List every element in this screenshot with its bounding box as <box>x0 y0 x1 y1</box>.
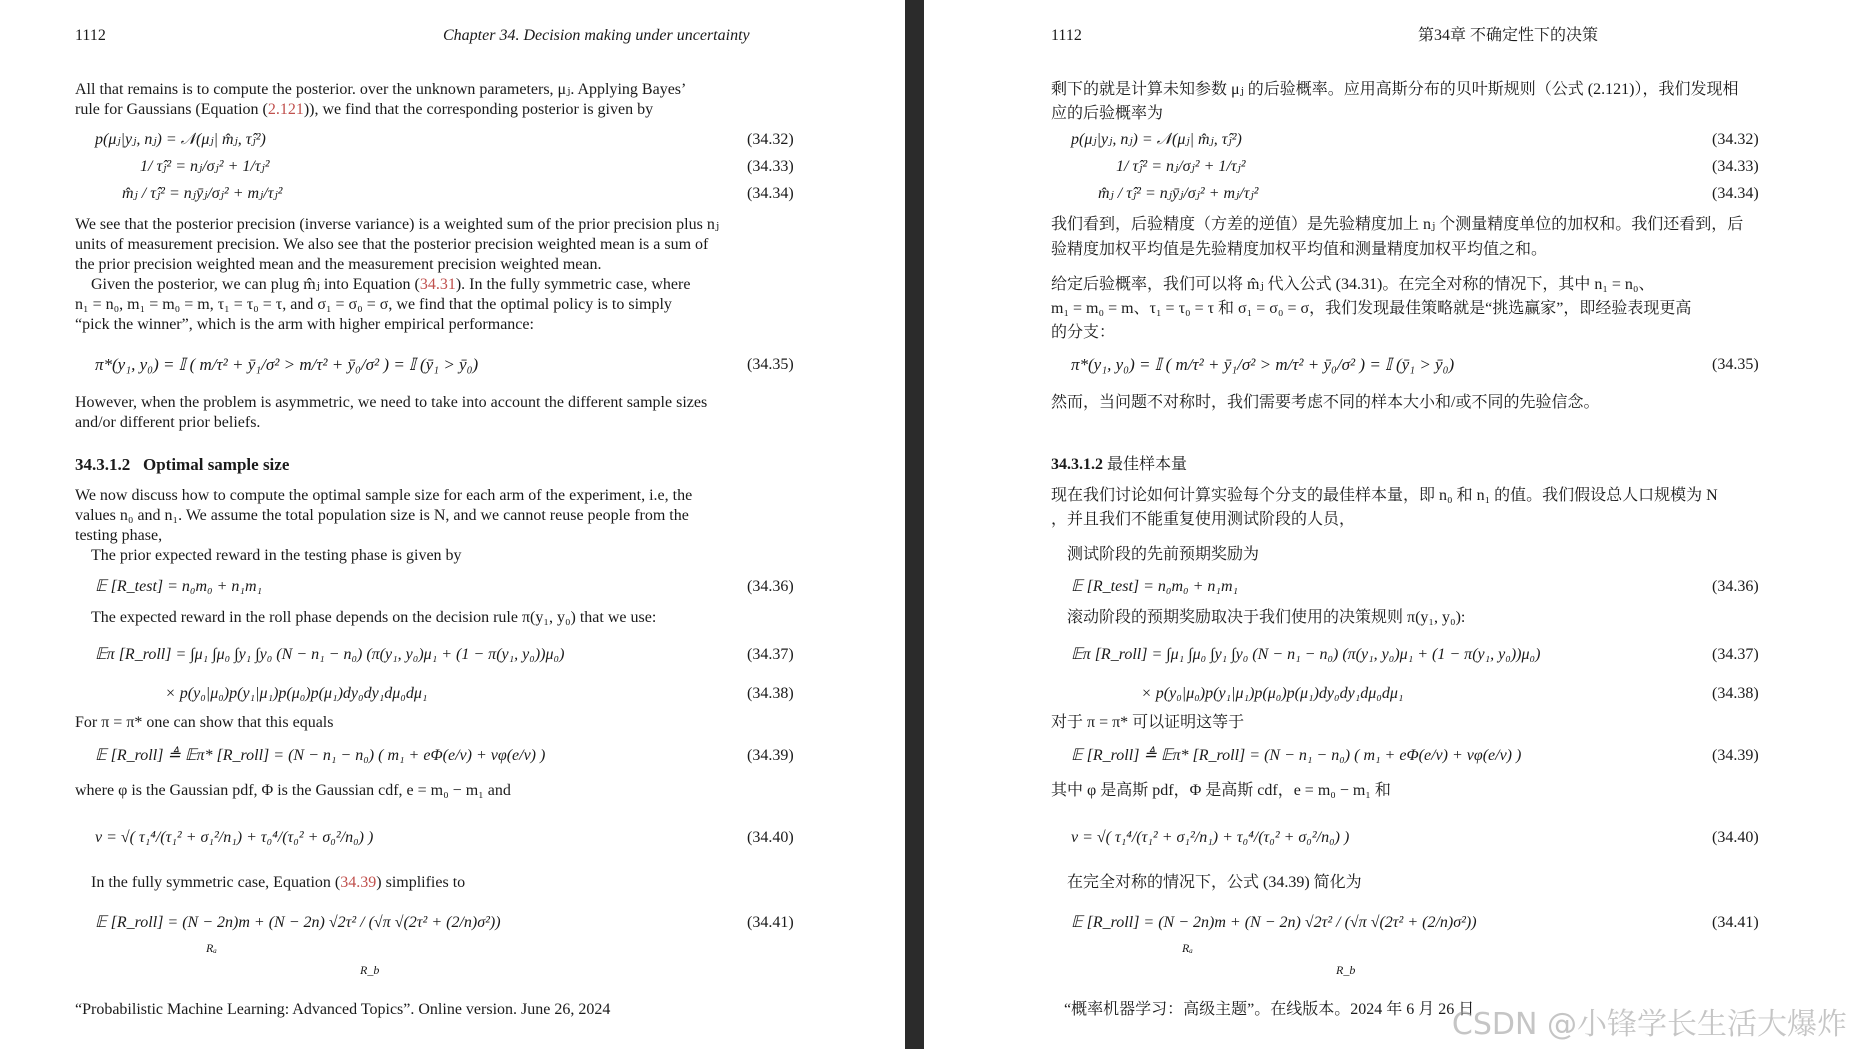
equation-number: (34.33) <box>1712 158 1759 175</box>
equation: m̂ⱼ / τ̂ⱼ² = nⱼȳⱼ/σⱼ² + mⱼ/τⱼ² <box>122 185 283 202</box>
section-number: 34.3.1.2 <box>1051 456 1103 473</box>
equation-number: (34.41) <box>1712 914 1759 931</box>
citation-link[interactable]: 34.39 <box>340 874 377 891</box>
equation: 1/ τ̂ⱼ² = nⱼ/σⱼ² + 1/τⱼ² <box>1116 158 1246 175</box>
paragraph-line: 应的后验概率为 <box>1051 105 1164 122</box>
equation-number: (34.32) <box>747 131 794 148</box>
running-header: Chapter 34. Decision making under uncertainty <box>443 27 750 44</box>
equation: π*(y₁, y₀) = 𝕀 ( m/τ² + ȳ₁/σ² > m/τ² + ȳ₀/σ² ) = 𝕀 (ȳ₁ > ȳ₀) <box>1071 355 1455 374</box>
section-title: 最佳样本量 <box>1107 456 1188 473</box>
paragraph-line: 对于 π = π* 可以证明这等于 <box>1051 714 1245 731</box>
paragraph-line <box>91 275 690 295</box>
underbrace-label: R_b <box>360 963 380 977</box>
equation-number: (34.34) <box>1712 185 1759 202</box>
equation-number: (34.37) <box>1712 646 1759 663</box>
text-span: ). In the fully symmetric case, where <box>455 276 691 293</box>
section-heading <box>75 455 289 475</box>
paragraph-line: The expected reward in the roll phase depends on the decision rule π(y₁, y₀) that we use: <box>91 609 657 626</box>
equation: 𝔼 [R_roll] ≜ 𝔼π* [R_roll] = (N − n₁ − n₀) ( m₁ + eΦ(e/v) + vφ(e/v) ) <box>95 747 546 764</box>
paragraph-line: values n₀ and n₁. We assume the total population size is N, and we cannot reuse people from the <box>75 507 689 524</box>
equation-number: (34.41) <box>747 914 794 931</box>
equation-number: (34.40) <box>747 829 794 846</box>
paragraph-line <box>75 100 653 120</box>
chinese-page <box>924 0 1853 1049</box>
paragraph-line: testing phase, <box>75 527 163 544</box>
paragraph-line <box>91 873 465 893</box>
page-footer: “Probabilistic Machine Learning: Advanced Topics”. Online version. June 26, 2024 <box>75 1001 611 1018</box>
paragraph-line: 在完全对称的情况下，公式 (34.39) 简化为 <box>1067 874 1362 891</box>
equation-number: (34.35) <box>1712 356 1759 373</box>
paragraph-line: 其中 φ 是高斯 pdf，Φ 是高斯 cdf，e = m₀ − m₁ 和 <box>1051 782 1391 799</box>
page-number: 1112 <box>75 27 106 44</box>
equation-number: (34.40) <box>1712 829 1759 846</box>
paragraph-line: 测试阶段的先前预期奖励为 <box>1067 546 1260 563</box>
english-page <box>0 0 905 1049</box>
equation-number: (34.36) <box>747 578 794 595</box>
text-span: ) simplifies to <box>376 874 466 891</box>
paragraph-line: m₁ = m₀ = m、τ₁ = τ₀ = τ 和 σ₁ = σ₀ = σ，我们发现最佳策略就是“挑选赢家”，即经验表现更高 <box>1051 300 1692 317</box>
paragraph-line: For π = π* one can show that this equals <box>75 714 334 731</box>
paragraph-line: units of measurement precision. We also see that the posterior precision weighted mean is a sum of <box>75 236 709 253</box>
equation: p(μⱼ|yⱼ, nⱼ) = 𝒩(μⱼ| m̂ⱼ, τ̂ⱼ²) <box>95 131 266 148</box>
paragraph-line: The prior expected reward in the testing phase is given by <box>91 547 462 564</box>
paragraph-line: However, when the problem is asymmetric, we need to take into account the different sample sizes <box>75 394 708 411</box>
paragraph-line: We now discuss how to compute the optimal sample size for each arm of the experiment, i.e, the <box>75 487 693 504</box>
paragraph-line: 的分支： <box>1051 324 1116 341</box>
equation: m̂ⱼ / τ̂ⱼ² = nⱼȳⱼ/σⱼ² + mⱼ/τⱼ² <box>1098 185 1259 202</box>
paragraph-line: 验精度加权平均值是先验精度加权平均值和测量精度加权平均值之和。 <box>1051 241 1548 258</box>
paragraph-line: and/or different prior beliefs. <box>75 414 261 431</box>
equation: 𝔼 [R_test] = n₀m₀ + n₁m₁ <box>95 578 263 595</box>
equation: × p(y₀|μ₀)p(y₁|μ₁)p(μ₀)p(μ₁)dy₀dy₁dμ₀dμ₁ <box>1141 685 1404 702</box>
underbrace-label: Rₐ <box>1182 941 1193 955</box>
section-number: 34.3.1.2 <box>75 455 131 474</box>
paragraph-line: 剩下的就是计算未知参数 μⱼ 的后验概率。应用高斯分布的贝叶斯规则（公式 (2.121)），我们发现相 <box>1051 81 1739 98</box>
page-footer: “概率机器学习：高级主题”。在线版本。2024 年 6 月 26 日 <box>1064 1001 1475 1018</box>
equation-number: (34.33) <box>747 158 794 175</box>
equation: v = √( τ₁⁴/(τ₁² + σ₁²/n₁) + τ₀⁴/(τ₀² + σ₀²/n₀) ) <box>95 829 374 846</box>
text-span: Given the posterior, we can plug m̂ⱼ into Equation ( <box>91 276 420 293</box>
equation: p(μⱼ|yⱼ, nⱼ) = 𝒩(μⱼ| m̂ⱼ, τ̂ⱼ²) <box>1071 131 1242 148</box>
page-number: 1112 <box>1051 27 1082 44</box>
equation-number: (34.35) <box>747 356 794 373</box>
equation: 𝔼π [R_roll] = ∫μ₁ ∫μ₀ ∫y₁ ∫y₀ (N − n₁ − n₀) (π(y₁, y₀)μ₁ + (1 − π(y₁, y₀))μ₀) <box>1071 646 1541 663</box>
text-span: In the fully symmetric case, Equation ( <box>91 874 341 891</box>
citation-link[interactable]: 2.121 <box>267 101 304 118</box>
equation-number: (34.39) <box>1712 747 1759 764</box>
paragraph-line: We see that the posterior precision (inverse variance) is a weighted sum of the prior precision plus nⱼ <box>75 216 720 233</box>
text-span: )), we find that the corresponding posterior is given by <box>303 101 654 118</box>
citation-link[interactable]: 34.31 <box>419 276 456 293</box>
paragraph-line: 我们看到，后验精度（方差的逆值）是先验精度加上 nⱼ 个测量精度单位的加权和。我们还看到，后 <box>1051 216 1744 233</box>
equation-number: (34.38) <box>1712 685 1759 702</box>
running-header: 第34章 不确定性下的决策 <box>1418 27 1599 44</box>
paragraph-line: n₁ = n₀, m₁ = m₀ = m, τ₁ = τ₀ = τ, and σ₁ = σ₀ = σ, we find that the optimal policy is to simply <box>75 296 672 313</box>
underbrace-label: Rₐ <box>206 941 217 955</box>
paragraph-line: All that remains is to compute the posterior. over the unknown parameters, μⱼ. Applying Bayes’ <box>75 81 687 98</box>
watermark: CSDN @小锋学长生活大爆炸 <box>1451 1007 1847 1042</box>
equation-number: (34.39) <box>747 747 794 764</box>
equation: 𝔼 [R_test] = n₀m₀ + n₁m₁ <box>1071 578 1239 595</box>
equation: × p(y₀|μ₀)p(y₁|μ₁)p(μ₀)p(μ₁)dy₀dy₁dμ₀dμ₁ <box>165 685 428 702</box>
equation: 𝔼π [R_roll] = ∫μ₁ ∫μ₀ ∫y₁ ∫y₀ (N − n₁ − n₀) (π(y₁, y₀)μ₁ + (1 − π(y₁, y₀))μ₀) <box>95 646 565 663</box>
equation-number: (34.37) <box>747 646 794 663</box>
equation-number: (34.38) <box>747 685 794 702</box>
equation: 1/ τ̂ⱼ² = nⱼ/σⱼ² + 1/τⱼ² <box>140 158 270 175</box>
paragraph-line: where φ is the Gaussian pdf, Φ is the Gaussian cdf, e = m₀ − m₁ and <box>75 782 511 799</box>
section-title: Optimal sample size <box>143 455 290 474</box>
section-heading <box>1051 455 1187 475</box>
paragraph-line: 现在我们讨论如何计算实验每个分支的最佳样本量，即 n₀ 和 n₁ 的值。我们假设总人口规模为 N <box>1051 487 1718 504</box>
equation: 𝔼 [R_roll] = (N − 2n)m + (N − 2n) √2τ² / (√π √(2τ² + (2/n)σ²)) <box>95 914 501 931</box>
paragraph-line: 滚动阶段的预期奖励取决于我们使用的决策规则 π(y₁, y₀): <box>1067 609 1466 626</box>
equation: v = √( τ₁⁴/(τ₁² + σ₁²/n₁) + τ₀⁴/(τ₀² + σ₀²/n₀) ) <box>1071 829 1350 846</box>
page-divider <box>905 0 924 1049</box>
equation: 𝔼 [R_roll] ≜ 𝔼π* [R_roll] = (N − n₁ − n₀) ( m₁ + eΦ(e/v) + vφ(e/v) ) <box>1071 747 1522 764</box>
equation: 𝔼 [R_roll] = (N − 2n)m + (N − 2n) √2τ² / (√π √(2τ² + (2/n)σ²)) <box>1071 914 1477 931</box>
equation-number: (34.34) <box>747 185 794 202</box>
equation-number: (34.36) <box>1712 578 1759 595</box>
text-span: rule for Gaussians (Equation ( <box>75 101 268 118</box>
equation: π*(y₁, y₀) = 𝕀 ( m/τ² + ȳ₁/σ² > m/τ² + ȳ₀/σ² ) = 𝕀 (ȳ₁ > ȳ₀) <box>95 355 479 374</box>
equation-number: (34.32) <box>1712 131 1759 148</box>
underbrace-label: R_b <box>1336 963 1356 977</box>
paragraph-line: the prior precision weighted mean and the measurement precision weighted mean. <box>75 256 602 273</box>
paragraph-line: 然而，当问题不对称时，我们需要考虑不同的样本大小和/或不同的先验信念。 <box>1051 394 1600 411</box>
paragraph-line: “pick the winner”, which is the arm with higher empirical performance: <box>75 316 534 333</box>
paragraph-line: 给定后验概率，我们可以将 m̂ⱼ 代入公式 (34.31)。在完全对称的情况下，其中 n₁ = n₀、 <box>1051 276 1655 293</box>
paragraph-line: ，并且我们不能重复使用测试阶段的人员， <box>1051 511 1356 528</box>
